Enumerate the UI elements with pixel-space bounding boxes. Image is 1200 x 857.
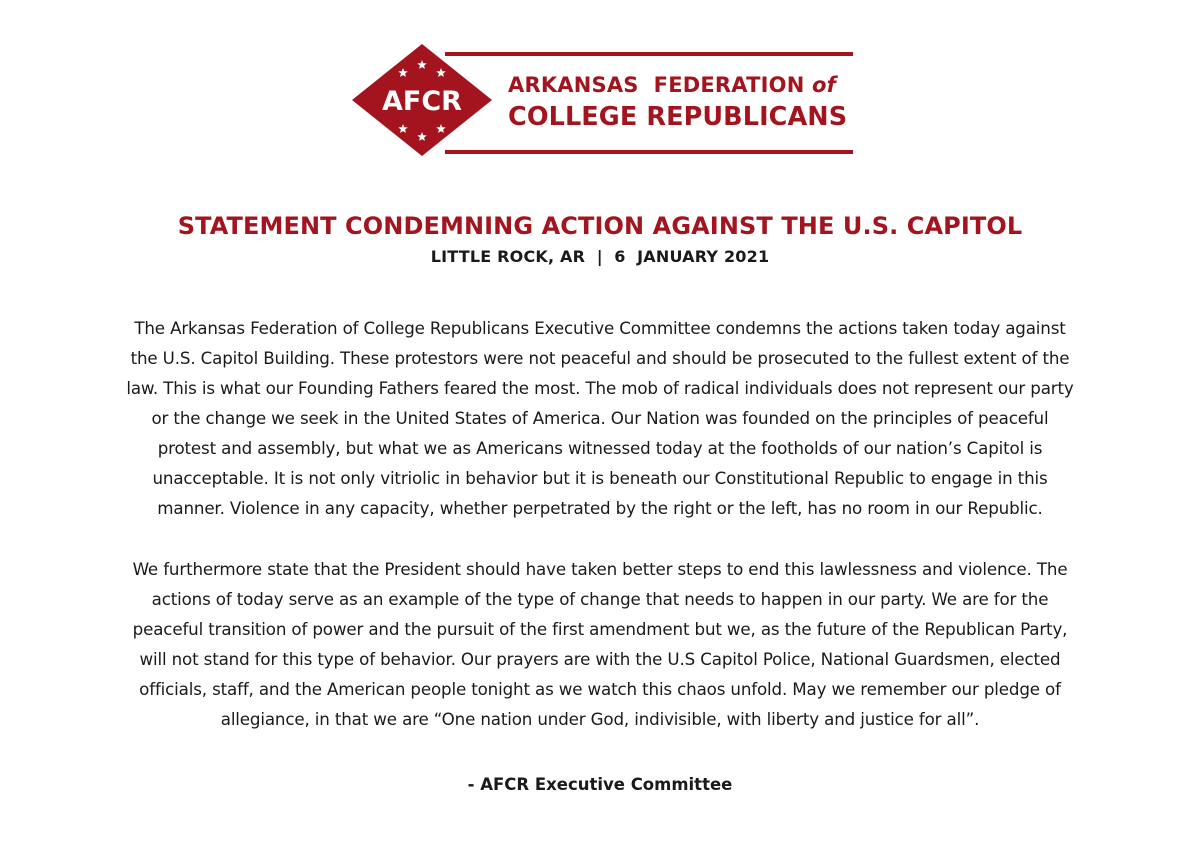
statement-paragraph-2	[40, 554, 1160, 734]
logo-org-line1-of: of	[812, 73, 836, 97]
statement-signature: - AFCR Executive Committee	[467, 775, 733, 794]
paragraph-line: actions of today serve as an example of the type of change that needs to happen in our party. We are for the	[151, 589, 1049, 609]
logo-org-line1	[508, 73, 836, 97]
statement-paragraph-1	[40, 313, 1160, 523]
paragraph-line: The Arkansas Federation of College Republicans Executive Committee condemns the actions taken today against	[134, 318, 1066, 338]
paragraph-line: manner. Violence in any capacity, whether perpetrated by the right or the left, has no room in our Republic.	[157, 498, 1043, 518]
paragraph-line: We furthermore state that the President should have taken better steps to end this lawlessness and violence. The	[132, 559, 1068, 579]
paragraph-line: allegiance, in that we are “One nation under God, indivisible, with liberty and justice for all”.	[220, 709, 980, 729]
logo-org-line1-main: ARKANSAS FEDERATION	[508, 73, 805, 97]
paragraph-line: law. This is what our Founding Fathers feared the most. The mob of radical individuals does not represent our party	[126, 378, 1074, 398]
paragraph-line: officials, staff, and the American people tonight as we watch this chaos unfold. May we remember our pledge of	[139, 679, 1061, 699]
statement-title: STATEMENT CONDEMNING ACTION AGAINST THE U.S. CAPITOL	[177, 212, 1023, 240]
paragraph-line: or the change we seek in the United States of America. Our Nation was founded on the principles of peaceful	[151, 408, 1049, 428]
paragraph-line: will not stand for this type of behavior. Our prayers are with the U.S Capitol Police, National Guardsmen, elected	[139, 649, 1061, 669]
paragraph-line: unacceptable. It is not only vitriolic in behavior but it is beneath our Constitutional Republic to engage in this	[152, 468, 1048, 488]
paragraph-line: the U.S. Capitol Building. These protestors were not peaceful and should be prosecuted to the fullest extent of the	[130, 348, 1070, 368]
logo-bottom-rule	[445, 150, 853, 154]
statement-dateline: LITTLE ROCK, AR | 6 JANUARY 2021	[430, 247, 770, 266]
logo-monogram: AFCR	[382, 86, 462, 117]
diamond-star-emblem-icon	[350, 40, 510, 160]
paragraph-line: protest and assembly, but what we as Americans witnessed today at the footholds of our nation’s Capitol is	[157, 438, 1043, 458]
paragraph-line: peaceful transition of power and the pursuit of the first amendment but we, as the future of the Republican Party,	[132, 619, 1068, 639]
logo-top-rule	[445, 52, 853, 56]
afcr-logo	[350, 40, 855, 160]
logo-org-line2: COLLEGE REPUBLICANS	[508, 102, 848, 132]
